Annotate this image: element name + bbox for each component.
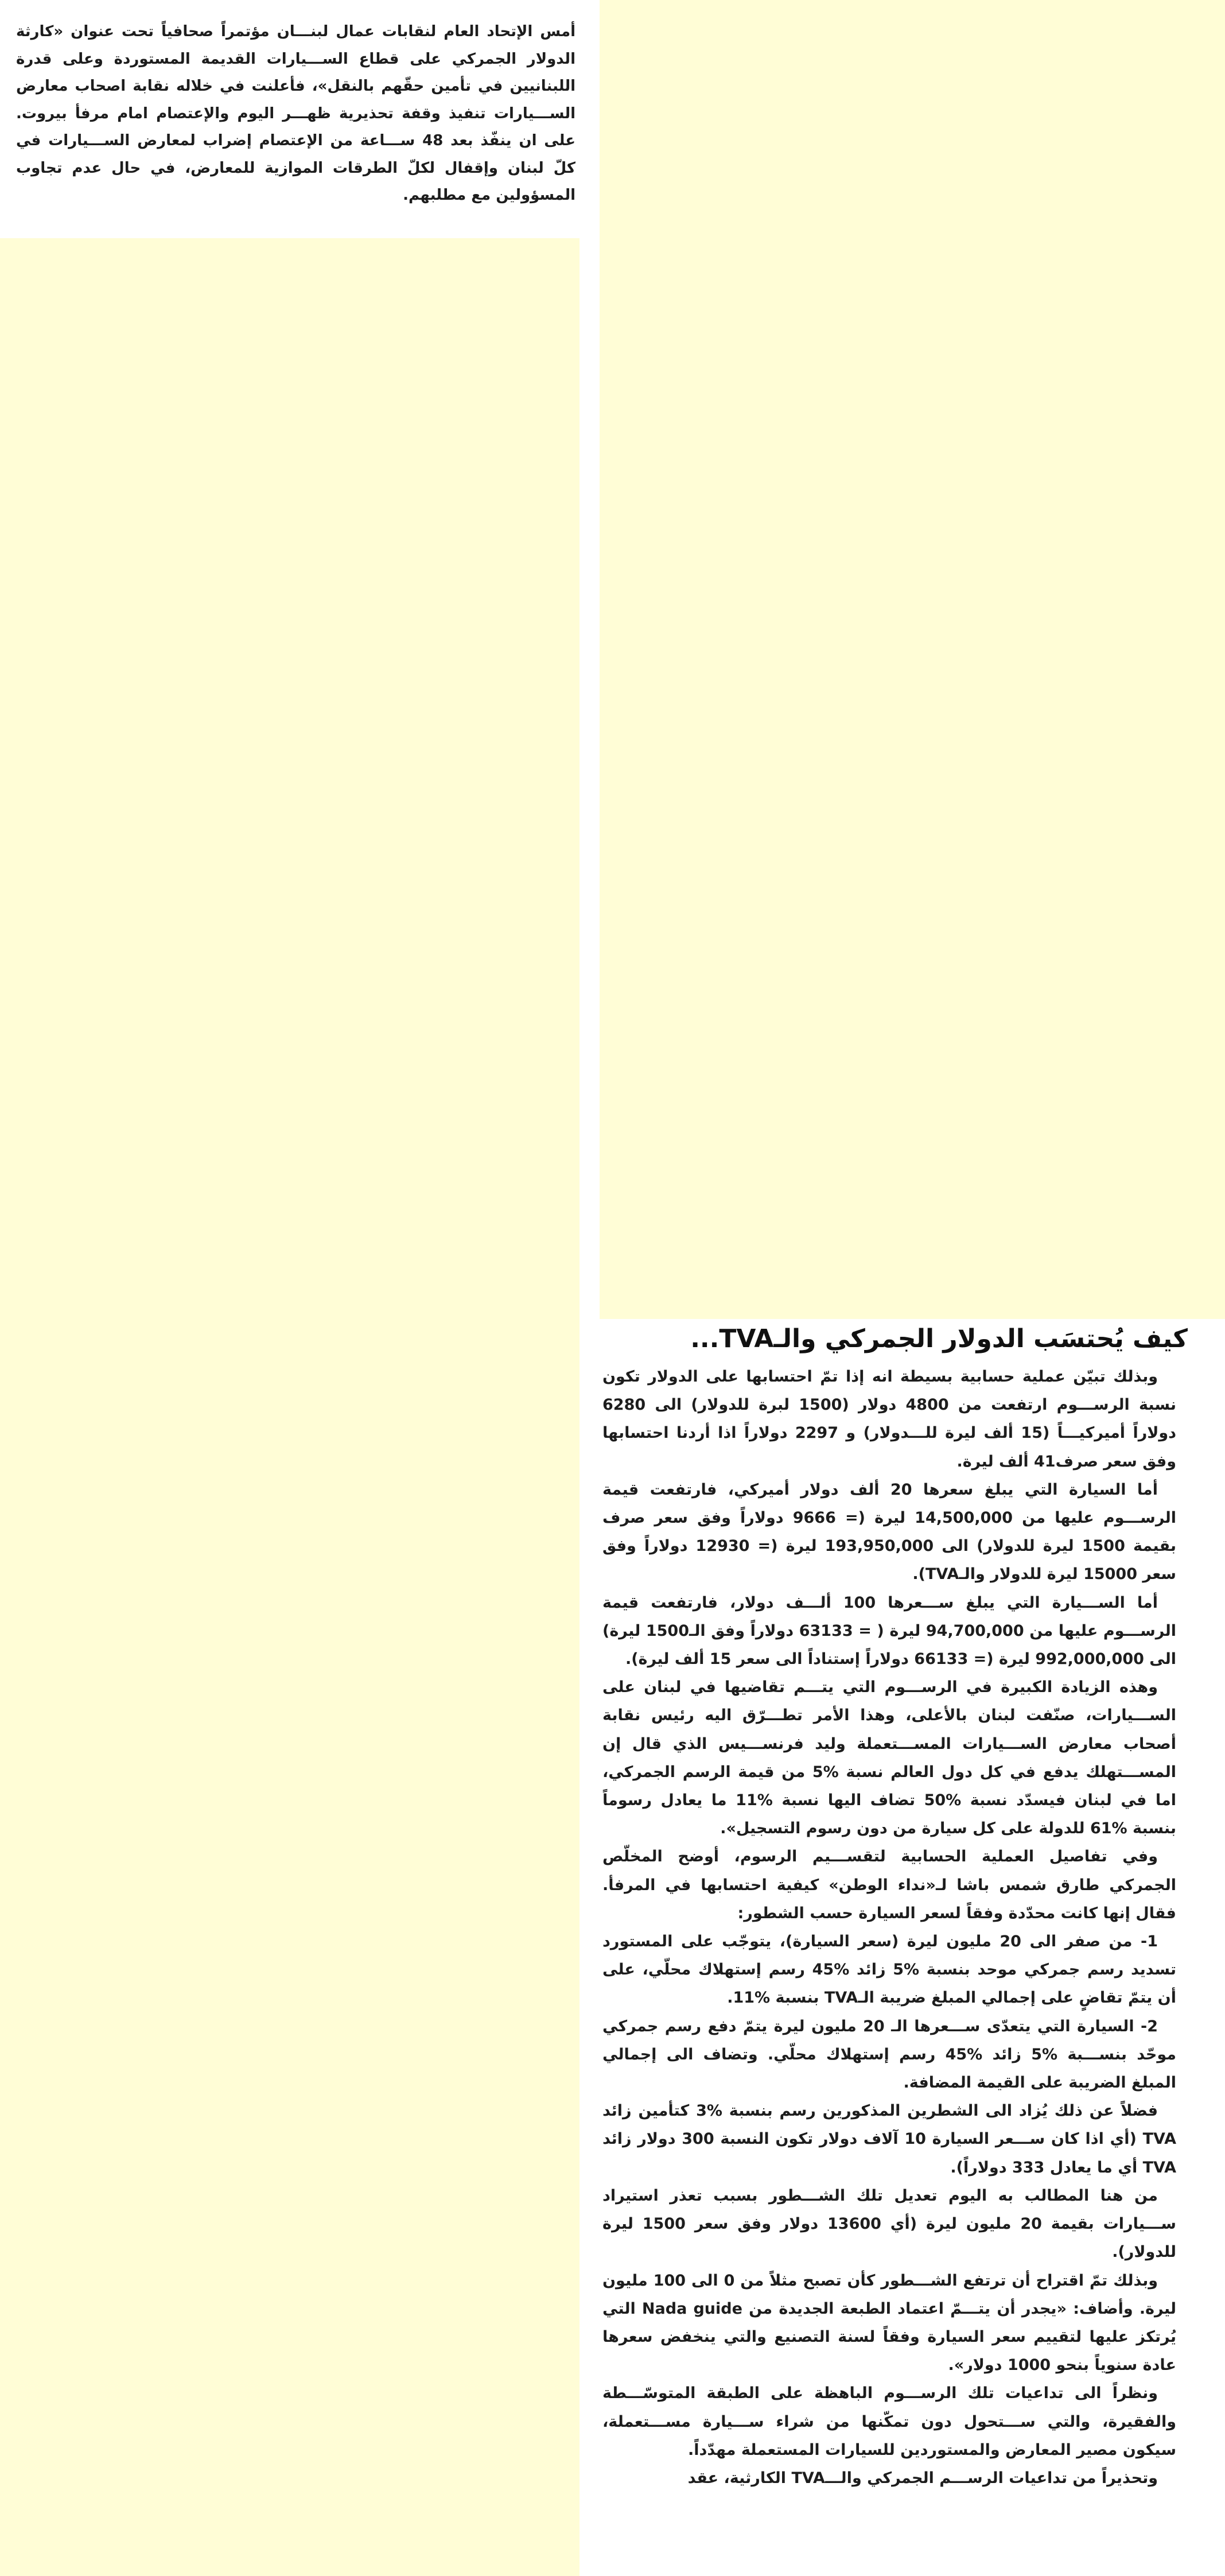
article-paragraph: وهذه الزيادة الكبيرة في الرســـوم التي يتـــم تقاضيها في لبنان على الســـيارات، صنّفت لبنان بالأعلى، وهذا الأمر تطـــرّق اليه رئيس نقابة أصحاب معارض الســـيارات المســـتعملة وليد فرنســـيس الذي قال إن المســـتهلك يدفع في كل دول العالم نسبة %5 من قيمة الرسم الجمركي، اما في لبنان فيسدّد نسبة %50 تضاف اليها نسبة %11 ما يعادل رسوماً بنسبة %61 للدولة على كل سيارة من دون رسوم التسجيل». xyxy=(602,1678,1176,1838)
article-body xyxy=(602,1363,1176,2492)
article-paragraph: 1- من صفر الى 20 مليون ليرة (سعر السيارة)، يتوجّب على المستورد تسديد رسم جمركي موحد بنسبة %5 زائد %45 رسم إستهلاك محلّي، على أن يتمّ تقاضٍ على إجمالي المبلغ ضريبة الـTVA بنسبة %11. xyxy=(602,1933,1176,2007)
empty-column-background xyxy=(0,238,580,2576)
article-headline: كيف يُحتسَب الدولار الجمركي والـTVA... xyxy=(690,1324,1188,1353)
article-paragraph: 2- السيارة التي يتعدّى ســـعرها الـ 20 مليون ليرة يتمّ دفع رسم جمركي موحّد بنســـبة %5 زائد %45 رسم إستهلاك محلّي. وتضاف الى إجمالي المبلغ الضريبة على القيمة المضافة. xyxy=(602,2017,1176,2092)
article-paragraph: أما الســـيارة التي يبلغ ســـعرها 100 ألـــف دولار، فارتفعت قيمة الرســـوم عليها من 94,700,000 ليرة ( = 63133 دولاراً وفق الـ1500 ليرة) الى 992,000,000 ليرة (= 66133 دولاراً إستناداً الى سعر 15 ألف ليرة). xyxy=(602,1593,1176,1669)
article-paragraph: أما السيارة التي يبلغ سعرها 20 ألف دولار أميركي، فارتفعت قيمة الرســـوم عليها من 14,500,000 ليرة (= 9666 دولاراً وفق سعر صرف بقيمة 1500 ليرة للدولار) الى 193,950,000 ليرة (= 12930 دولاراً وفق سعر 15000 ليرة للدولار والـTVA). xyxy=(602,1480,1177,1584)
article-paragraph: وبذلك تمّ اقتراح أن ترتفع الشـــطور كأن تصبح مثلاً من 0 الى 100 مليون ليرة. وأضاف: «يجدر أن يتـــمّ اعتماد الطبعة الجديدة من Nada guide التي يُرتكز عليها لتقييم سعر السيارة وفقاً لسنة التصنيع والتي ينخفض سعرها عادة سنوياً بنحو 1000 دولار». xyxy=(602,2271,1176,2375)
article-paragraph: من هنا المطالب به اليوم تعديل تلك الشـــطور بسبب تعذر استيراد ســـيارات بقيمة 20 مليون ليرة (أي 13600 دولار وفق سعر 1500 ليرة للدولار). xyxy=(602,2186,1176,2261)
article-paragraph: ونظراً الى تداعيات تلك الرســـوم الباهظة على الطبقة المتوسّـــطة والفقيرة، والتي ســـتحول دون تمكّنها من شراء ســـيارة مســـتعملة، سيكون مصير المعارض والمستوردين للسيارات المستعملة مهدّداً. xyxy=(602,2384,1176,2459)
article xyxy=(602,1320,1188,2492)
intro-paragraph: أمس الإتحاد العام لنقابات عمال لبنـــان مؤتمراً صحافياً تحت عنوان «كارثة الدولار الجمركي على قطاع الســـيارات القديمة المستوردة وعلى قدرة اللبنانيين في تأمين حقّهم بالنقل»، فأعلنت في خلاله نقابة اصحاب معارض الســـيارات تنفيذ وقفة تحذيرية ظهـــر اليوم والإعتصام امام مرفأ بيروت. على ان ينفّذ بعد 48 ســـاعة من الإعتصام إضراب لمعارض الســـيارات في كلّ لبنان وإقفال لكلّ الطرقات الموازية للمعارض، في حال عدم تجاوب المسؤولين مع مطلبهم. xyxy=(16,23,575,204)
article-paragraph: فضلاً عن ذلك يُزاد الى الشطرين المذكورين رسم بنسبة %3 كتأمين زائد TVA (أي اذا كان ســـعر السيارة 10 آلاف دولار تكون النسبة 300 دولار زائد TVA أي ما يعادل 333 دولاراً). xyxy=(602,2102,1176,2177)
article-background-top xyxy=(600,0,1225,1319)
article-paragraph: وبذلك تبيّن عملية حسابية بسيطة انه إذا تمّ احتسابها على الدولار تكون نسبة الرســـوم ارتفعت من 4800 دولار (1500 لبرة للدولار) الى 6280 دولاراً أميركيـــاً (15 ألف ليرة للـــدولار) و 2297 دولاراً اذا أردنا احتسابها وفق سعر صرف41 ألف ليرة. xyxy=(602,1368,1177,1471)
article-paragraph: وتحذيراً من تداعيات الرســـم الجمركي والـــTVA الكارثية، عقد xyxy=(687,2469,1158,2487)
article-paragraph: وفي تفاصيل العملية الحسابية لتقســـيم الرسوم، أوضح المخلّص الجمركي طارق شمس باشا لـ«نداء الوطن» كيفية احتسابها في المرفأ. فقال إنها كانت محدّدة وفقاً لسعر السيارة حسب الشطور: xyxy=(602,1848,1176,1922)
